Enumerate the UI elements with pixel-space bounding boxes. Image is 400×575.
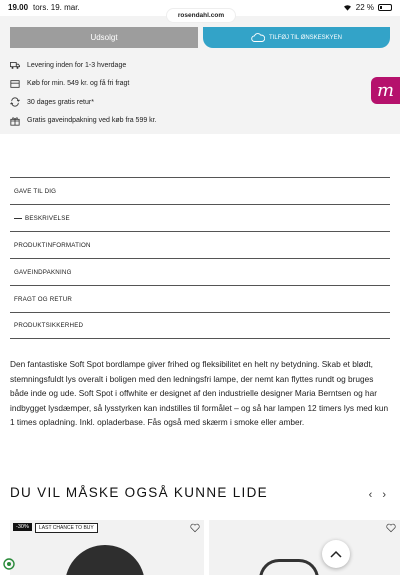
status-right (343, 3, 392, 12)
carousel-next-button[interactable]: › (382, 489, 386, 501)
scroll-to-top-button[interactable] (322, 540, 350, 568)
truck-icon (10, 60, 20, 70)
status-time: 19.00 (8, 3, 29, 12)
wishlist-button[interactable] (203, 27, 390, 48)
shipping-icon (10, 79, 20, 89)
accordion-gift-wrap[interactable] (10, 258, 390, 285)
cloud-icon (251, 33, 265, 43)
heart-icon[interactable] (190, 523, 200, 533)
product-image (259, 559, 319, 575)
product-card[interactable] (209, 520, 400, 575)
accordion-label: PRODUKTSIKKERHED (14, 322, 84, 329)
cookie-settings-icon[interactable] (3, 558, 15, 570)
return-icon (10, 97, 20, 107)
accordion-product-info[interactable] (10, 231, 390, 258)
accordion-label: GAVE TIL DIG (14, 187, 57, 195)
battery-icon (378, 4, 392, 11)
related-title: DU VIL MÅSKE OGSÅ KUNNE LIDE (10, 485, 268, 500)
accordion-shipping-return[interactable] (10, 285, 390, 312)
gift-icon (10, 116, 20, 126)
discount-badge: -30% (13, 523, 32, 531)
status-date: tors. 19. mar. (33, 3, 80, 12)
accordion-label: BESKRIVELSE (25, 214, 70, 222)
accordion-description[interactable] (10, 204, 390, 231)
perk-free-shipping (10, 75, 157, 94)
sold-out-button[interactable]: Udsolgt (10, 27, 198, 48)
accordion-product-safety[interactable] (10, 312, 390, 339)
accordion-label: GAVEINDPAKNING (14, 268, 72, 276)
carousel-nav (369, 489, 386, 501)
wishlist-label: TILFØJ TIL ØNSKESKYEN (268, 34, 343, 41)
product-description: Den fantastiske Soft Spot bordlampe giver frihed og fleksibilitet en helt ny betydning. Skab et blødt, stemningsfuldt lys overalt i boligen med den ledningsfri lampe, der nemt kan flyttes rundt og bruges både inde og ude. Soft Spot i offwhite er designet af den industrielle designer Maria Berntsen og har indbygget lysdæmper, så lysstyrken kan indstilles til formålet – og så har lampen 12 timers lys med kun 1 times opladning. Inkl. opladerbase. Fås også med skærm i smoke eller amber. (10, 359, 389, 427)
product-accordion (10, 177, 390, 339)
battery-percent: 22 % (355, 3, 374, 12)
perk-label: 30 dages gratis retur* (27, 98, 94, 106)
collapse-icon (14, 218, 22, 219)
floating-widget-button[interactable]: m (371, 77, 400, 104)
carousel-prev-button[interactable]: ‹ (368, 489, 373, 501)
product-image (65, 545, 145, 575)
product-card[interactable] (10, 520, 204, 575)
perk-delivery (10, 56, 157, 75)
last-chance-badge: LAST CHANCE TO BUY (35, 523, 98, 533)
accordion-label: FRAGT OG RETUR (14, 295, 73, 303)
perk-label: Gratis gaveindpakning ved køb fra 599 kr. (27, 117, 157, 125)
perk-return (10, 93, 157, 112)
chevron-up-icon (330, 550, 342, 558)
perk-label: Køb for min. 549 kr. og få fri fragt (27, 80, 130, 88)
accordion-gift[interactable] (10, 177, 390, 204)
heart-icon[interactable] (386, 523, 396, 533)
perk-gift-wrap (10, 112, 157, 131)
perks-list (10, 56, 157, 130)
perk-label: Levering inden for 1-3 hverdage (27, 61, 127, 69)
wifi-icon (343, 4, 352, 11)
accordion-label: PRODUKTINFORMATION (14, 241, 91, 249)
url-bar[interactable]: rosendahl.com (167, 9, 235, 22)
